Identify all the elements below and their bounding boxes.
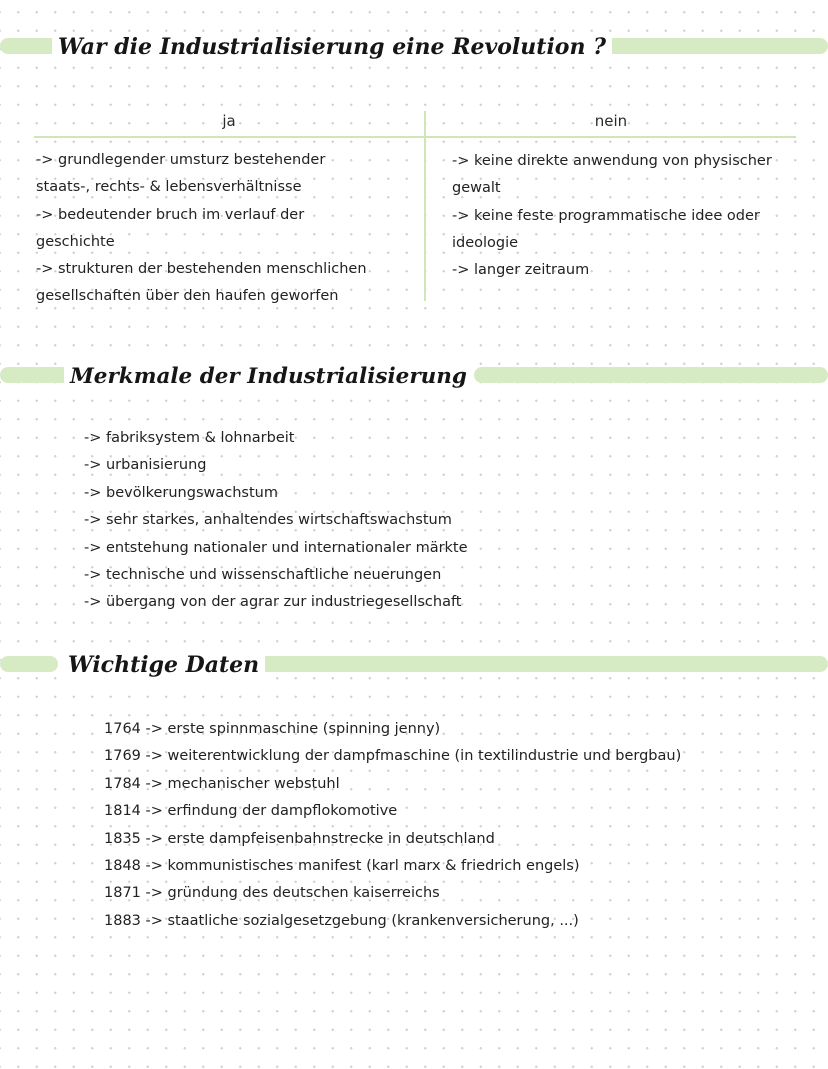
list-item: -> sehr starkes, anhaltendes wirtschaftswachstum: [84, 512, 452, 529]
section-title-revolution: War die Industrialisierung eine Revolution ?: [52, 32, 612, 62]
heading-highlight-band: [0, 656, 58, 672]
list-item: 1769 -> weiterentwicklung der dampfmaschine (in textilindustrie und bergbau): [104, 748, 682, 765]
list-item: 1871 -> gründung des deutschen kaiserreichs: [104, 885, 440, 902]
column-text-nein: -> keine direkte anwendung von physischer gewalt -> keine feste programmatische idee oder ideologie -> langer zeitraum: [452, 153, 772, 279]
daten-list: [104, 716, 681, 935]
list-item: -> technische und wissenschaftliche neuerungen: [84, 566, 442, 583]
column-heading-ja: ja: [222, 112, 236, 130]
list-item: 1784 -> mechanischer webstuhl: [104, 775, 340, 792]
table-header-divider: [34, 136, 796, 138]
list-item: -> entstehung nationaler und internationaler märkte: [84, 539, 468, 556]
list-item: -> urbanisierung: [84, 457, 207, 474]
column-text-ja: -> grundlegender umsturz bestehender staats-, rechts- & lebensverhältnisse -> bedeutender bruch im verlauf der geschichte -> strukturen der bestehenden menschlichen gesellschaften über den haufen geworfen: [36, 152, 367, 305]
heading-highlight-band: [474, 367, 828, 383]
list-item: 1814 -> erfindung der dampflokomotive: [104, 803, 398, 820]
heading-highlight-band: [0, 367, 72, 383]
heading-highlight-band: [0, 38, 60, 54]
list-item: -> bevölkerungswachstum: [84, 484, 278, 501]
list-item: -> übergang von der agrar zur industriegesellschaft: [84, 594, 462, 611]
list-item: 1848 -> kommunistisches manifest (karl marx & friedrich engels): [104, 857, 580, 874]
list-item: 1835 -> erste dampfeisenbahnstrecke in deutschland: [104, 830, 495, 847]
section-title-merkmale: Merkmale der Industrialisierung: [64, 362, 473, 392]
heading-highlight-band: [256, 656, 828, 672]
heading-highlight-band: [588, 38, 828, 54]
section-title-daten: Wichtige Daten: [62, 650, 265, 680]
merkmale-list: [84, 425, 468, 617]
list-item: 1764 -> erste spinnmaschine (spinning jenny): [104, 721, 441, 737]
table-column-divider: [424, 111, 426, 301]
list-item: 1883 -> staatliche sozialgesetzgebung (krankenversicherung, ...): [104, 912, 579, 929]
column-heading-nein: nein: [594, 112, 628, 130]
list-item: -> fabriksystem & lohnarbeit: [84, 430, 295, 446]
